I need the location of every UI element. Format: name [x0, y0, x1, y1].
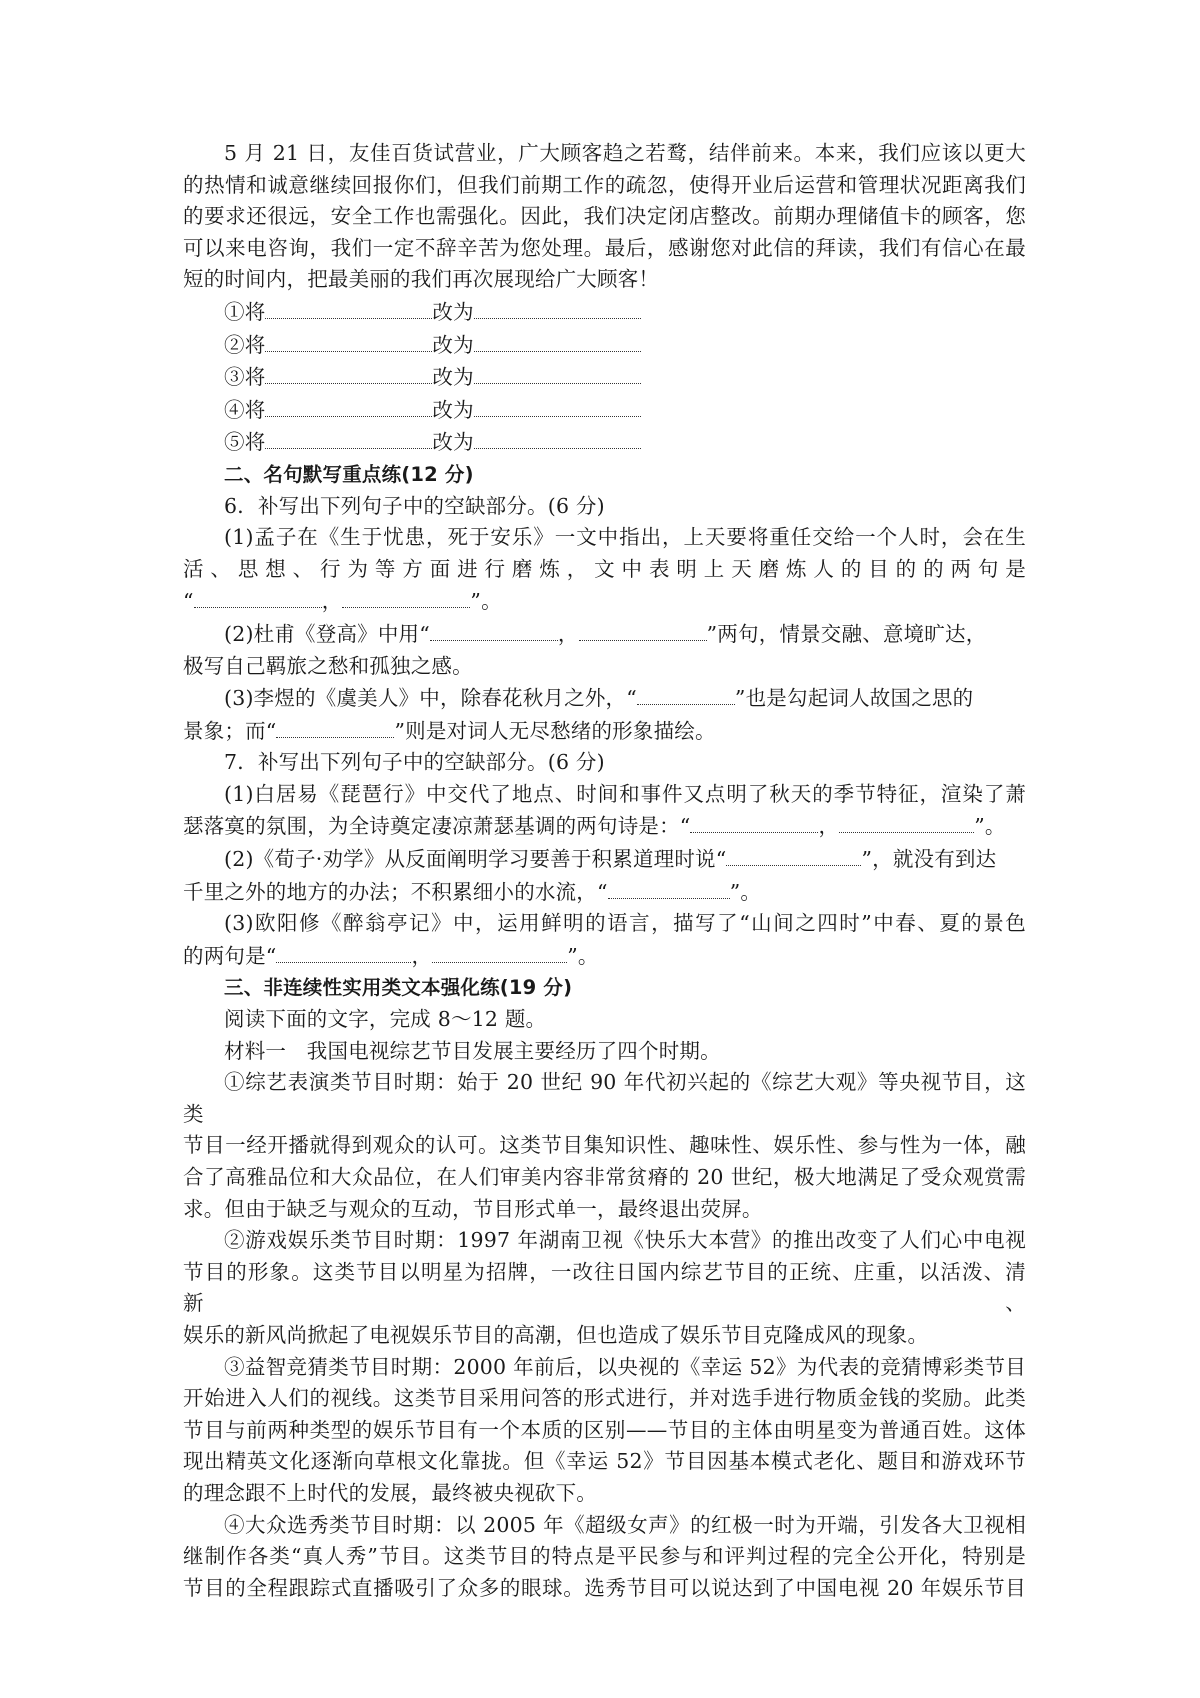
period-line: 节目一经开播就得到观众的认可。这类节目集知识性、趣味性、娱乐性、参与性为一体，融: [183, 1133, 1026, 1158]
answer-blank[interactable]: [276, 715, 394, 738]
period-line: 求。但由于缺乏与观众的互动，节目形式单一，最终退出荧屏。: [183, 1196, 763, 1221]
question-text: ”，就没有到达: [861, 847, 997, 872]
period-line: 节目的全程跟踪式直播吸引了众多的眼球。选秀节目可以说达到了中国电视 20 年娱乐节目: [183, 1575, 1026, 1600]
answer-blank[interactable]: [265, 329, 432, 352]
question-text: 瑟落寞的氛围，为全诗奠定凄凉萧瑟基调的两句诗是：“: [183, 814, 691, 839]
question-text: (2)杜甫《登高》中用“: [224, 621, 430, 646]
correction-row: [183, 329, 1026, 362]
letter-line: 可以来电咨询，我们一定不辞辛苦为您处理。最后，感谢您对此信的拜读，我们有信心在最: [183, 235, 1026, 260]
punctuation: ，: [411, 943, 433, 968]
correction-row: [183, 394, 1026, 427]
correction-mid: 改为: [432, 365, 474, 390]
quote-mark: ”。: [974, 814, 1006, 839]
question-line: [183, 715, 1026, 748]
punctuation: ，: [321, 589, 343, 614]
letter-line: 的要求还很远，安全工作也需强化。因此，我们决定闭店整改。前期办理储值卡的顾客，您: [183, 204, 1026, 229]
answer-blank[interactable]: [690, 810, 818, 833]
correction-number: ①将: [224, 299, 266, 324]
period-paragraph: [183, 1510, 1026, 1605]
period-paragraph: [183, 1225, 1026, 1351]
answer-blank[interactable]: [474, 426, 641, 449]
section-title: 二、名句默写重点练(12 分): [224, 462, 474, 486]
question-line: (1)孟子在《生于忧患，死于安乐》一文中指出，上天要将重任交给一个人时，会在生: [224, 525, 1026, 550]
answer-blank[interactable]: [474, 329, 641, 352]
period-line: 开始进入人们的视线。这类节目采用问答的形式进行，并对选手进行物质金钱的奖励。此类: [183, 1386, 1026, 1411]
correction-row: [183, 296, 1026, 329]
answer-blank[interactable]: [726, 843, 861, 866]
answer-blank[interactable]: [342, 585, 470, 608]
correction-row: [183, 426, 1026, 459]
answer-blank[interactable]: [432, 940, 567, 963]
question-line: [183, 843, 1026, 876]
period-line: 合了高雅品位和大众品位，在人们审美内容非常贫瘠的 20 世纪，极大地满足了受众观赏需: [183, 1165, 1026, 1189]
question-line: 活、思想、行为等方面进行磨炼，文中表明上天磨炼人的目的的两句是: [183, 556, 1026, 581]
question-text: ”。: [729, 879, 762, 904]
period-line: 节目与前两种类型的娱乐节目有一个本质的区别——节目的主体由明星变为普通百姓。这体: [183, 1417, 1026, 1442]
question-line: [183, 585, 1026, 618]
answer-blank[interactable]: [265, 296, 432, 319]
question-text: 的两句是“: [183, 943, 277, 968]
period-line: 的理念跟不上时代的发展，最终被央视砍下。: [183, 1480, 597, 1505]
correction-number: ⑤将: [224, 430, 266, 455]
period-paragraph: [183, 1067, 1026, 1225]
question-line: [183, 810, 1026, 843]
section-title: 三、非连续性实用类文本强化练(19 分): [224, 976, 573, 1000]
question-line: (1)白居易《琵琶行》中交代了地点、时间和事件又点明了秋天的季节特征，渲染了萧: [224, 781, 1026, 806]
correction-list: [183, 296, 1026, 459]
letter-line: 的热情和诚意继续回报你们，但我们前期工作的疏忽，使得开业后运营和管理状况距离我们: [183, 172, 1026, 197]
letter-paragraph: [183, 138, 1026, 296]
period-line: 现出精英文化逐渐向草根文化靠拢。但《幸运 52》节目因基本模式老化、题目和游戏环节: [183, 1449, 1026, 1474]
correction-mid: 改为: [432, 430, 474, 455]
question-text: 千里之外的地方的办法；不积累细小的水流，“: [183, 879, 608, 904]
question-line: [183, 618, 1026, 651]
question-line: [183, 682, 1026, 715]
question-text: ”也是勾起词人故国之思的: [734, 686, 974, 711]
question-stem: 7．补写出下列句子中的空缺部分。(6 分): [224, 750, 605, 775]
period-line: 继制作各类“真人秀”节目。这类节目的特点是平民参与和评判过程的完全公开化，特别是: [183, 1544, 1026, 1569]
question-text: (3)李煜的《虞美人》中，除春花秋月之外，“: [224, 686, 637, 711]
letter-line: 短的时间内，把最美丽的我们再次展现给广大顾客！: [183, 267, 660, 292]
letter-line: 5 月 21 日，友佳百货试营业，广大顾客趋之若鹜，结伴前来。本来，我们应该以更大: [224, 141, 1026, 165]
answer-blank[interactable]: [265, 361, 432, 384]
question-line: [183, 940, 1026, 973]
period-line: ③益智竞猜类节目时期：2000 年前后，以央视的《幸运 52》为代表的竞猜博彩类节目: [224, 1354, 1026, 1379]
quote-mark: “: [183, 589, 194, 614]
period-line: 节目的形象。这类节目以明星为招牌，一改往日国内综艺节目的正统、庄重，以活泼、清新、: [183, 1259, 1026, 1316]
question-stem: 6．补写出下列句子中的空缺部分。(6 分): [224, 493, 605, 518]
question-text: ”两句，情景交融、意境旷达，: [706, 621, 987, 646]
answer-blank[interactable]: [474, 296, 641, 319]
material-heading: 材料一 我国电视综艺节目发展主要经历了四个时期。: [224, 1038, 721, 1063]
question-text: 景象；而“: [183, 718, 277, 743]
correction-mid: 改为: [432, 299, 474, 324]
question-line: (3)欧阳修《醉翁亭记》中，运用鲜明的语言，描写了“山间之四时”中春、夏的景色: [224, 911, 1026, 936]
exam-page: [183, 138, 1026, 1604]
period-line: ④大众选秀类节目时期：以 2005 年《超级女声》的红极一时为开端，引发各大卫视相: [224, 1512, 1026, 1537]
answer-blank[interactable]: [194, 585, 322, 608]
correction-number: ②将: [224, 332, 266, 357]
period-paragraph: [183, 1352, 1026, 1510]
punctuation: ，: [818, 814, 840, 839]
period-line: ②游戏娱乐类节目时期：1997 年湖南卫视《快乐大本营》的推出改变了人们心中电视: [224, 1228, 1026, 1253]
period-line: 娱乐的新风尚掀起了电视娱乐节目的高潮，但也造成了娱乐节目克隆成风的现象。: [183, 1322, 929, 1347]
answer-blank[interactable]: [839, 810, 974, 833]
correction-number: ③将: [224, 365, 266, 390]
answer-blank[interactable]: [579, 618, 707, 641]
answer-blank[interactable]: [276, 940, 411, 963]
answer-blank[interactable]: [265, 426, 432, 449]
correction-number: ④将: [224, 397, 266, 422]
answer-blank[interactable]: [474, 361, 641, 384]
reading-instruction: 阅读下面的文字，完成 8～12 题。: [224, 1007, 547, 1032]
correction-row: [183, 361, 1026, 394]
period-line: ①综艺表演类节目时期：始于 20 世纪 90 年代初兴起的《综艺大观》等央视节目，这类: [183, 1070, 1026, 1126]
question-text: ”则是对词人无尽愁绪的形象描绘。: [394, 718, 716, 743]
answer-blank[interactable]: [637, 682, 735, 705]
question-line: 极写自己羁旅之愁和孤独之感。: [183, 653, 473, 678]
answer-blank[interactable]: [265, 394, 432, 417]
answer-blank[interactable]: [430, 618, 558, 641]
quote-mark: ”。: [567, 943, 599, 968]
answer-blank[interactable]: [608, 876, 730, 899]
answer-blank[interactable]: [474, 394, 641, 417]
question-line: [183, 876, 1026, 909]
correction-mid: 改为: [432, 332, 474, 357]
punctuation: ，: [557, 621, 579, 646]
correction-mid: 改为: [432, 397, 474, 422]
quote-mark: ”。: [470, 589, 502, 614]
question-text: (2)《荀子·劝学》从反面阐明学习要善于积累道理时说“: [224, 847, 727, 872]
